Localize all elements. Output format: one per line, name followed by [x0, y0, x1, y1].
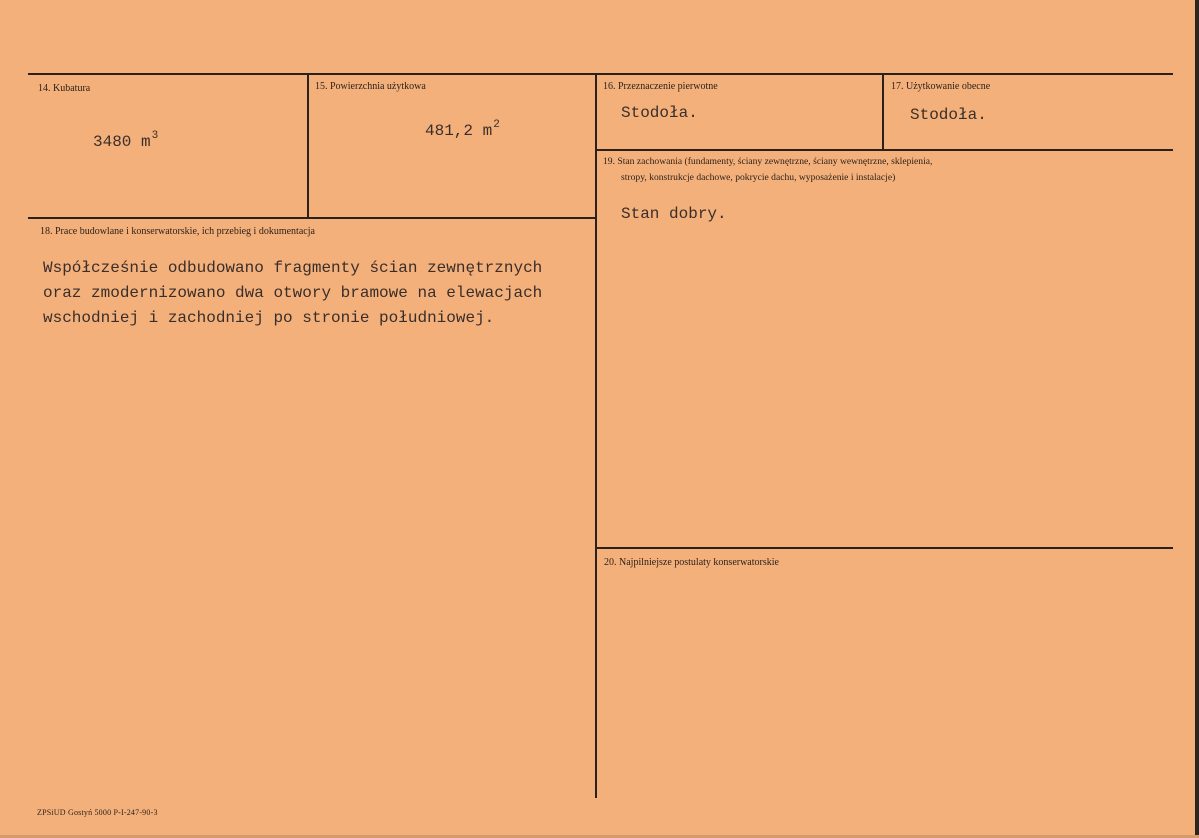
field-16-value: Stodoła. — [621, 104, 698, 122]
field-18-line: oraz zmodernizowano dwa otwory bramowe na elewacjach — [43, 284, 543, 302]
top-rule — [28, 73, 1173, 75]
field-19-label-line1: 19. Stan zachowania (fundamenty, ściany zewnętrzne, ściany wewnętrzne, sklepienia, — [603, 156, 933, 167]
field-19-label-line2: stropy, konstrukcje dachowe, pokrycie dachu, wyposażenie i instalacje) — [621, 172, 896, 183]
field-17-label: 17. Użytkowanie obecne — [891, 81, 991, 92]
field-18-line: Współcześnie odbudowano fragmenty ścian zewnętrznych — [43, 259, 543, 277]
field-15-label: 15. Powierzchnia użytkowa — [315, 81, 426, 92]
card-right-edge — [1195, 0, 1199, 838]
field-15-value — [425, 119, 500, 140]
divider-main — [595, 73, 597, 798]
divider-16-17 — [882, 73, 884, 150]
field-15-value-sup: 2 — [493, 119, 500, 131]
divider-14-15 — [307, 73, 309, 219]
field-16-label: 16. Przeznaczenie pierwotne — [603, 81, 718, 92]
field-17-value: Stodoła. — [910, 106, 987, 124]
field-14-label: 14. Kubatura — [38, 83, 91, 94]
field-14-value — [93, 130, 158, 151]
field-18-label: 18. Prace budowlane i konserwatorskie, ich przebieg i dokumentacja — [40, 226, 315, 237]
field-20-label: 20. Najpilniejsze postulaty konserwatorskie — [604, 557, 779, 568]
field-18-text — [43, 256, 542, 331]
print-footer: ZPSiUD Gostyń 5000 P-I-247-90-3 — [37, 808, 158, 817]
field-15-value-text: 481,2 m — [425, 122, 493, 140]
rule-row2-left — [28, 217, 595, 219]
field-18-line: wschodniej i zachodniej po stronie południowej. — [43, 309, 495, 327]
field-19-value: Stan dobry. — [621, 205, 727, 223]
rule-row2-right — [595, 149, 1173, 151]
rule-row3-right — [595, 547, 1173, 549]
field-14-value-text: 3480 m — [93, 133, 151, 151]
field-14-value-sup: 3 — [151, 130, 159, 142]
